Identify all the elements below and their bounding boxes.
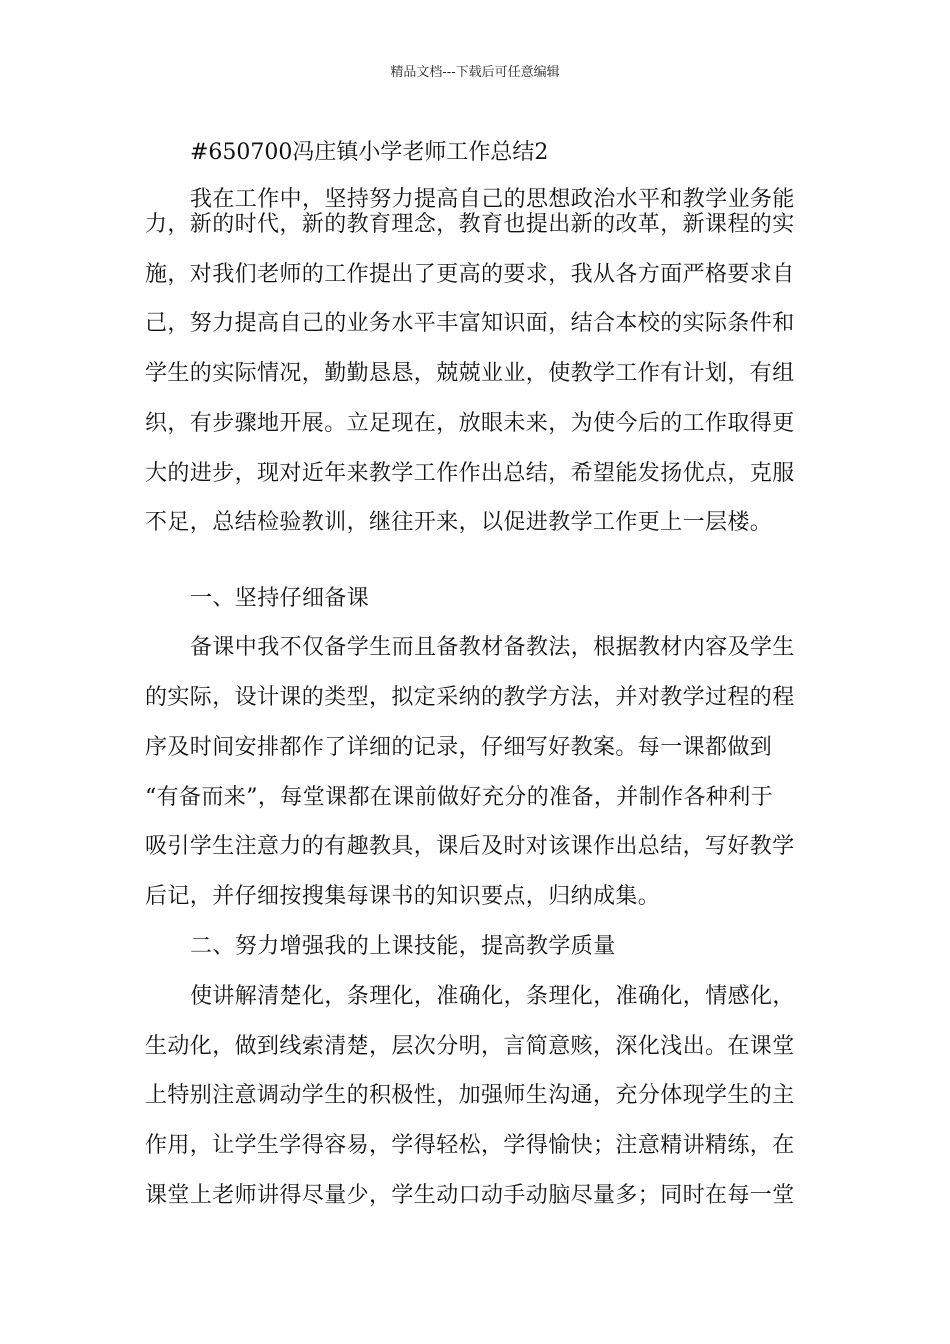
paragraph-line: “有备而来”，每堂课都在课前做好充分的准备，并制作各种利于 — [145, 785, 774, 810]
section-heading: 一、坚持仔细备课 — [190, 586, 370, 611]
paragraph-line: 序及时间安排都作了详细的记录，仔细写好教案。每一课都做到 — [145, 735, 773, 760]
section-heading: 二、努力增强我的上课技能，提高教学质量 — [190, 934, 616, 959]
paragraph-line: 课堂上老师讲得尽量少，学生动口动手动脑尽量多；同时在每一堂 — [145, 1183, 795, 1208]
paragraph-line: 力，新的时代，新的教育理念，教育也提出新的改革，新课程的实 — [145, 212, 795, 237]
paragraph-line: 大的进步，现对近年来教学工作作出总结，希望能发扬优点，克服 — [145, 461, 795, 486]
paragraph-line: 织，有步骤地开展。立足现在，放眼未来，为使今后的工作取得更 — [145, 411, 795, 436]
header-note: 精品文档---下载后可任意编辑 — [390, 65, 560, 80]
paragraph-line: 学生的实际情况，勤勤恳恳，兢兢业业，使教学工作有计划，有组 — [145, 361, 795, 386]
paragraph-line: 施，对我们老师的工作提出了更高的要求，我从各方面严格要求自 — [145, 262, 795, 287]
paragraph-line: 后记，并仔细按搜集每课书的知识要点，归纳成集。 — [145, 884, 661, 909]
paragraph-line: 备课中我不仅备学生而且备教材备教法，根据教材内容及学生 — [190, 635, 795, 660]
paragraph-line: 吸引学生注意力的有趣教具，课后及时对该课作出总结，写好教学 — [145, 834, 795, 859]
paragraph-line: 我在工作中，坚持努力提高自己的思想政治水平和教学业务能 — [190, 187, 795, 212]
paragraph-line: 上特别注意调动学生的积极性，加强师生沟通，充分体现学生的主 — [145, 1083, 795, 1108]
paragraph-line: 生动化，做到线索清楚，层次分明，言简意赅，深化浅出。在课堂 — [145, 1034, 795, 1059]
paragraph-line: 使讲解清楚化，条理化，准确化，条理化，准确化，情感化， — [190, 984, 795, 1009]
paragraph-line: 的实际，设计课的类型，拟定采纳的教学方法，并对教学过程的程 — [145, 685, 795, 710]
document-title: #650700冯庄镇小学老师工作总结2 — [190, 140, 549, 165]
paragraph-line: 作用，让学生学得容易，学得轻松，学得愉快；注意精讲精练，在 — [145, 1133, 795, 1158]
paragraph-line: 己，努力提高自己的业务水平丰富知识面，结合本校的实际条件和 — [145, 311, 795, 336]
paragraph-line: 不足，总结检验教训，继往开来，以促进教学工作更上一层楼。 — [145, 510, 773, 535]
